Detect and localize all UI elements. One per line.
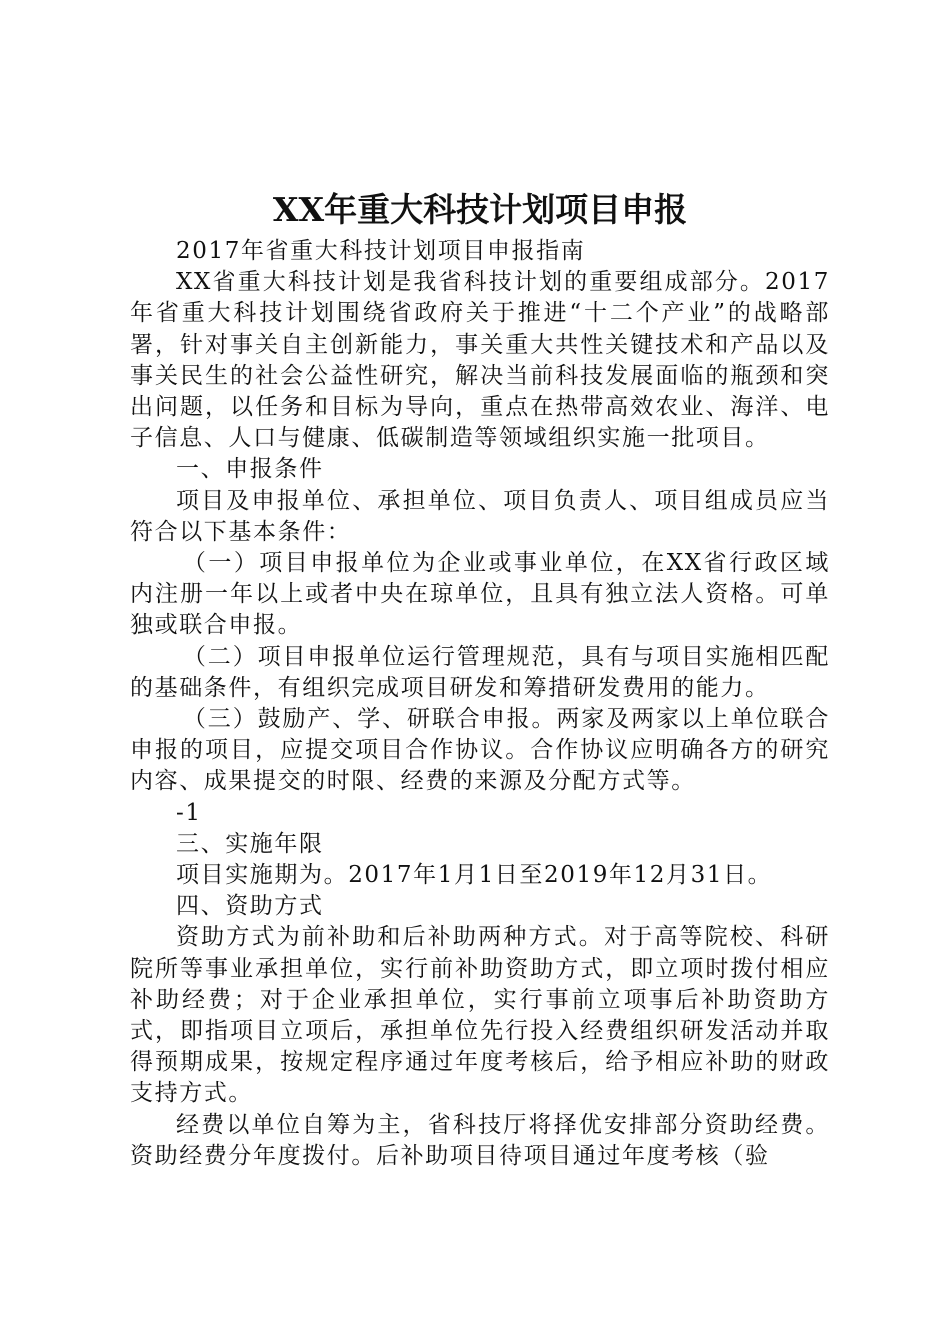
- paragraph-condition-1: （一）项目申报单位为企业或事业单位，在XX省行政区域内注册一年以上或者中央在琼单位，且具有独立法人资格。可单独或联合申报。: [130, 550, 830, 639]
- document-title: XX年重大科技计划项目申报: [272, 190, 688, 229]
- section-heading-duration: 三、实施年限: [176, 830, 324, 857]
- paragraph-funding-source: 经费以单位自筹为主，省科技厅将择优安排部分资助经费。资助经费分年度拨付。后补助项目待项目通过年度考核（验: [130, 1111, 830, 1169]
- paragraph-guide-title: 2017年省重大科技计划项目申报指南: [176, 238, 586, 264]
- paragraph-condition-3: （三）鼓励产、学、研联合申报。两家及两家以上单位联合申报的项目，应提交项目合作协议。合作协议应明确各方的研究内容、成果提交的时限、经费的来源及分配方式等。: [130, 706, 830, 795]
- paragraph-conditions-intro: 项目及申报单位、承担单位、项目负责人、项目组成员应当符合以下基本条件：: [130, 487, 830, 545]
- paragraph-condition-2: （二）项目申报单位运行管理规范，具有与项目实施相匹配的基础条件，有组织完成项目研发和筹措研发费用的能力。: [130, 643, 830, 701]
- paragraph-duration: 项目实施期为。2017年1月1日至2019年12月31日。: [176, 862, 773, 889]
- paragraph-funding-method: 资助方式为前补助和后补助两种方式。对于高等院校、科研院所等事业承担单位，实行前补助资助方式，即立项时拨付相应补助经费；对于企业承担单位，实行事前立项事后补助资助方式，即指项目立项后，承担单位先行投入经费组织研发活动并取得预期成果，按规定程序通过年度考核后，给予相应补助的财政支持方式。: [130, 924, 830, 1107]
- document-page: [130, 186, 830, 1172]
- section-heading-funding: 四、资助方式: [176, 893, 324, 920]
- section-heading-conditions: 一、申报条件: [176, 456, 324, 483]
- paragraph-intro: XX省重大科技计划是我省科技计划的重要组成部分。2017年省重大科技计划围绕省政府关于推进“十二个产业”的战略部署，针对事关自主创新能力，事关重大共性关键技术和产品以及事关民生的社会公益性研究，解决当前科技发展面临的瓶颈和突出问题，以任务和目标为导向，重点在热带高效农业、海洋、电子信息、人口与健康、低碳制造等领域组织实施一批项目。: [130, 269, 830, 452]
- page-marker: -1: [176, 799, 202, 826]
